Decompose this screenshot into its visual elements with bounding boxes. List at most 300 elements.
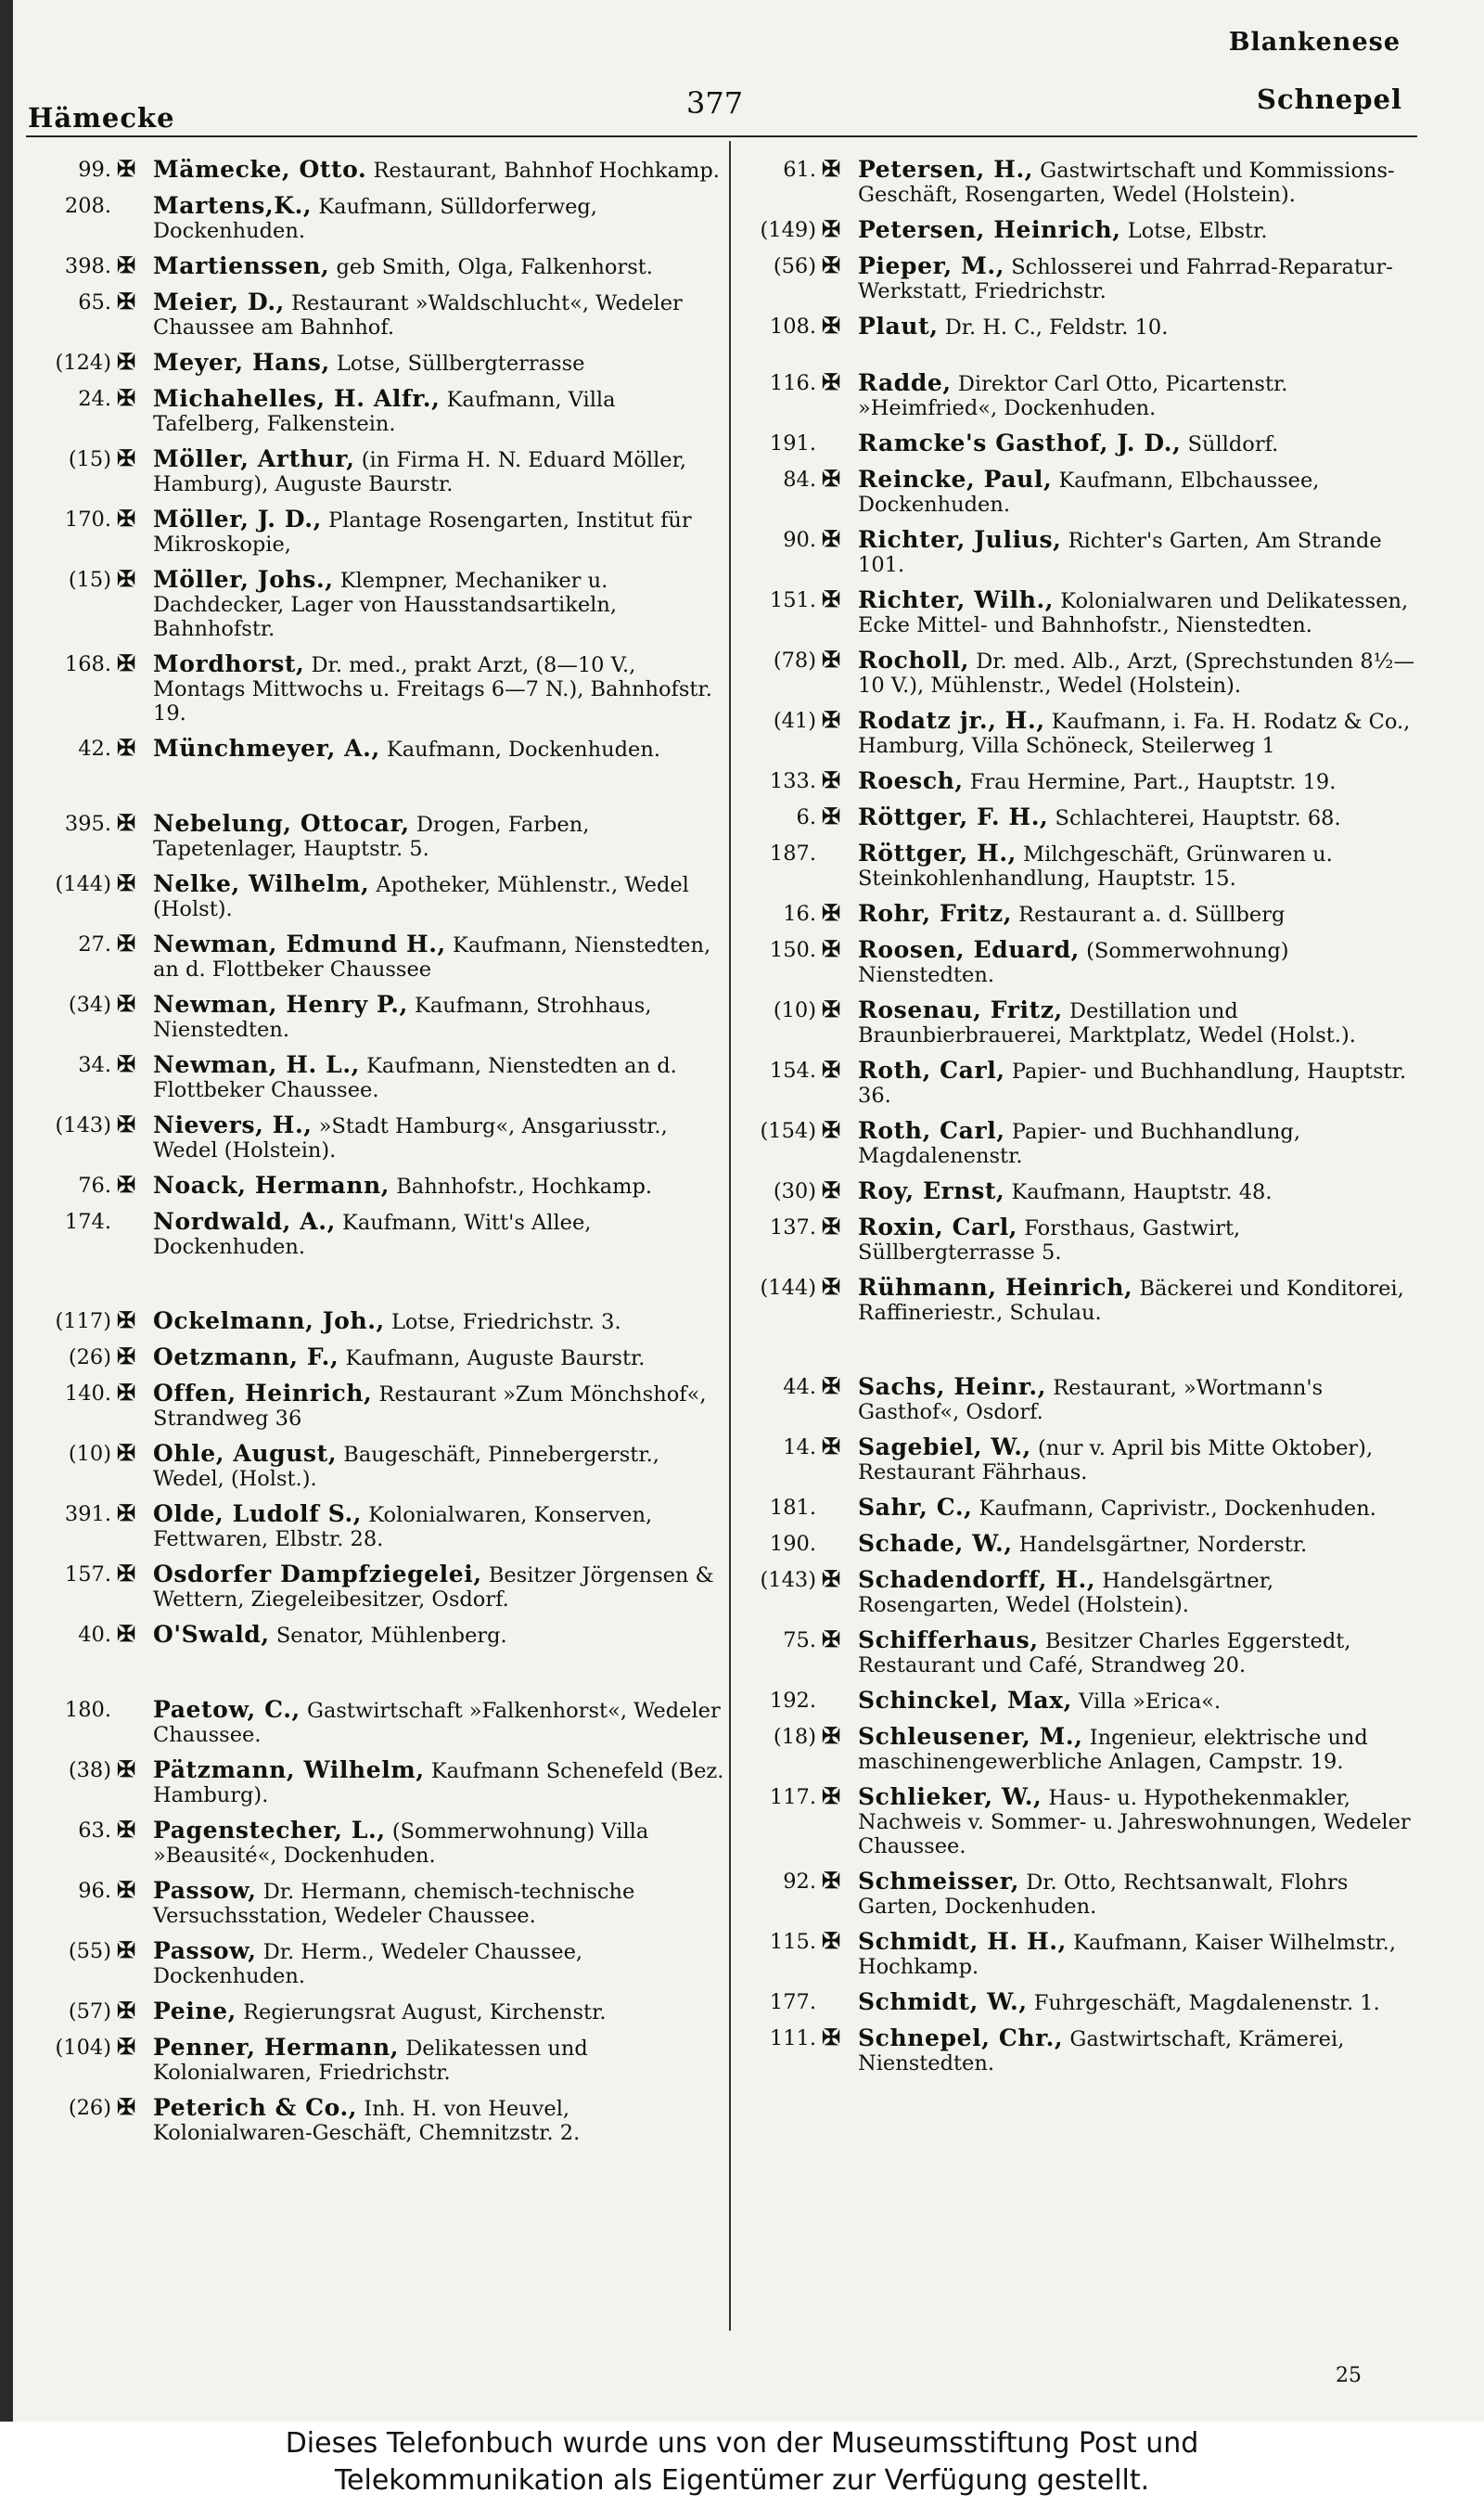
subscriber-number: 111. [769, 2026, 816, 2050]
subscriber-details: Gastwirtschaft und Kommissions-Geschäft, Rosengarten, Wedel (Holstein). [858, 159, 1395, 207]
directory-entry [28, 155, 733, 183]
cross-marker-icon: ✠ [822, 1782, 841, 1809]
cross-marker-icon: ✠ [117, 1499, 136, 1526]
subscriber-name: Schadendorff, H., [858, 1566, 1096, 1593]
subscriber-number: 108. [769, 315, 816, 339]
subscriber-number: 75. [783, 1628, 816, 1652]
subscriber-details: Kaufmann, Nienstedten an d. Flottbeker Chaussee. [153, 1054, 677, 1102]
subscriber-name: Mämecke, Otto. [153, 156, 367, 183]
subscriber-number: 84. [783, 468, 816, 492]
cross-marker-icon: ✠ [822, 899, 841, 926]
directory-entry [733, 766, 1419, 794]
subscriber-details: Restaurant, Bahnhof Hochkamp. [373, 159, 720, 183]
cross-marker-icon: ✠ [822, 465, 841, 492]
directory-entry [28, 505, 733, 557]
subscriber-number: 154. [769, 1059, 816, 1083]
subscriber-number: 65. [78, 290, 111, 315]
cross-marker-icon: ✠ [117, 565, 136, 592]
cross-marker-icon: ✠ [822, 312, 841, 339]
subscriber-number: (144) [760, 1276, 816, 1300]
subscriber-details: Kaufmann, Strohhaus, Nienstedten. [153, 994, 652, 1042]
cross-marker-icon: ✠ [117, 809, 136, 836]
subscriber-details: Kaufmann, Nienstedten, an d. Flottbeker Chaussee [153, 933, 711, 982]
subscriber-number: 168. [64, 652, 111, 676]
subscriber-name: Schinckel, Max, [858, 1687, 1072, 1714]
subscriber-number: (10) [68, 1442, 111, 1466]
directory-entry [28, 2093, 733, 2145]
subscriber-name: Roxin, Carl, [858, 1214, 1018, 1240]
cross-marker-icon: ✠ [822, 646, 841, 673]
subscriber-details: Drogen, Farben, Tapetenlager, Hauptstr. 5. [153, 813, 590, 861]
subscriber-details: Villa »Erica«. [1079, 1690, 1222, 1714]
subscriber-number: 174. [64, 1210, 111, 1234]
subscriber-details: Dr. Herm., Wedeler Chaussee, Dockenhuden. [153, 1940, 583, 1988]
subscriber-name: Michahelles, H. Alfr., [153, 385, 441, 412]
directory-entry [733, 706, 1419, 758]
subscriber-name: Osdorfer Dampfziegelei, [153, 1561, 482, 1587]
subscriber-name: Ramcke's Gasthof, J. D., [858, 430, 1182, 456]
cross-marker-icon: ✠ [822, 1565, 841, 1592]
cross-marker-icon: ✠ [822, 1116, 841, 1143]
directory-entry [28, 1936, 733, 1988]
directory-entry [733, 1215, 1419, 1265]
subscriber-name: Nebelung, Ottocar, [153, 810, 410, 837]
directory-entry [28, 734, 733, 762]
subscriber-details: Dr. Hermann, chemisch-technische Versuchsstation, Wedeler Chaussee. [153, 1880, 635, 1928]
directory-entry [28, 1439, 733, 1491]
subscriber-details: Bäckerei und Konditorei, Raffineriestr., Schulau. [858, 1277, 1404, 1325]
cross-marker-icon: ✠ [822, 1273, 841, 1300]
subscriber-details: Lotse, Süllbergterrasse [336, 352, 585, 376]
subscriber-details: Destillation und Braunbierbrauerei, Marktplatz, Wedel (Holst.). [858, 999, 1356, 1047]
cross-marker-icon: ✠ [117, 1876, 136, 1903]
subscriber-name: Rocholl, [858, 647, 970, 674]
subscriber-name: Schade, W., [858, 1530, 1013, 1557]
subscriber-number: 44. [783, 1375, 816, 1399]
subscriber-name: Peterich & Co., [153, 2094, 358, 2121]
subscriber-details: Kaufmann, Sülldorferweg, Dockenhuden. [153, 195, 597, 243]
subscriber-details: Kolonialwaren, Konserven, Fettwaren, Elbstr. 28. [153, 1503, 653, 1551]
cross-marker-icon: ✠ [117, 1755, 136, 1782]
cross-marker-icon: ✠ [117, 1171, 136, 1198]
cross-marker-icon: ✠ [822, 935, 841, 962]
directory-entry [28, 1210, 733, 1259]
subscriber-number: 115. [769, 1930, 816, 1954]
directory-entry [733, 1273, 1419, 1325]
subscriber-details: Senator, Mühlenberg. [275, 1624, 507, 1648]
subscriber-name: Rosenau, Fritz, [858, 996, 1063, 1023]
subscriber-details: Restaurant »Zum Mönchshof«, Strandweg 36 [153, 1382, 707, 1431]
directory-entry [28, 1379, 733, 1431]
directory-entry [733, 525, 1419, 577]
cross-marker-icon: ✠ [822, 706, 841, 733]
header-first-entry: Hämecke [28, 102, 175, 134]
cross-marker-icon: ✠ [822, 1372, 841, 1399]
cross-marker-icon: ✠ [117, 2093, 136, 2120]
subscriber-details: Gastwirtschaft »Falkenhorst«, Wedeler Chaussee. [153, 1699, 721, 1747]
subscriber-number: (104) [55, 2036, 111, 2060]
cross-marker-icon: ✠ [117, 348, 136, 375]
cross-marker-icon: ✠ [822, 2024, 841, 2050]
directory-entry [28, 1562, 733, 1612]
subscriber-name: Nelke, Wilhelm, [153, 870, 370, 897]
footer-line-2: Telekommunikation als Eigentümer zur Verfügung gestellt. [334, 2464, 1150, 2497]
subscriber-details: Schlachterei, Hauptstr. 68. [1055, 806, 1341, 830]
subscriber-number: (149) [760, 218, 816, 242]
directory-entry [733, 998, 1419, 1047]
directory-entry [28, 1345, 733, 1370]
subscriber-name: Sahr, C., [858, 1494, 973, 1521]
directory-entry [733, 1116, 1419, 1168]
subscriber-name: Röttger, H., [858, 840, 1017, 867]
cross-marker-icon: ✠ [117, 990, 136, 1017]
subscriber-name: Schlieker, W., [858, 1783, 1043, 1810]
subscriber-number: 90. [783, 528, 816, 552]
subscriber-name: Schifferhaus, [858, 1626, 1039, 1653]
subscriber-details: Dr. med., prakt Arzt, (8—10 V., Montags Mittwochs u. Freitags 6—7 N.), Bahnhofstr. 19. [153, 653, 712, 726]
header-city: Blankenese [1228, 28, 1401, 57]
directory-entry [733, 155, 1419, 207]
subscriber-details: Papier- und Buchhandlung, Hauptstr. 36. [858, 1060, 1407, 1108]
header-page-number: 377 [686, 85, 744, 121]
subscriber-name: Meyer, Hans, [153, 349, 330, 376]
subscriber-name: Petersen, H., [858, 156, 1034, 183]
subscriber-name: Petersen, Heinrich, [858, 216, 1121, 243]
directory-entry [733, 312, 1419, 340]
subscriber-details: Frau Hermine, Part., Hauptstr. 19. [969, 770, 1337, 794]
cross-marker-icon: ✠ [822, 215, 841, 242]
cross-marker-icon: ✠ [822, 1176, 841, 1203]
directory-entry [28, 1050, 733, 1102]
subscriber-details: Kaufmann Schenefeld (Bez. Hamburg). [153, 1759, 724, 1807]
subscriber-number: (26) [68, 1345, 111, 1369]
subscriber-name: Sagebiel, W., [858, 1433, 1031, 1460]
subscriber-name: Nordwald, A., [153, 1208, 336, 1235]
cross-marker-icon: ✠ [822, 1213, 841, 1240]
subscriber-name: Meier, D., [153, 289, 285, 315]
directory-entry [28, 565, 733, 641]
subscriber-details: Besitzer Jörgensen & Wettern, Ziegeleibesitzer, Osdorf. [153, 1563, 714, 1612]
subscriber-details: Kaufmann, Hauptstr. 48. [1011, 1180, 1273, 1204]
subscriber-name: Roth, Carl, [858, 1057, 1005, 1084]
subscriber-number: 99. [78, 158, 111, 182]
subscriber-details: Kaufmann, Witt's Allee, Dockenhuden. [153, 1211, 592, 1259]
directory-entry [733, 1372, 1419, 1424]
directory-entry [28, 990, 733, 1042]
subscriber-number: 16. [783, 902, 816, 926]
subscriber-details: Richter's Garten, Am Strande 101. [858, 529, 1382, 577]
subscriber-number: 27. [78, 932, 111, 957]
subscriber-number: 180. [64, 1698, 111, 1722]
subscriber-details: Klempner, Mechaniker u. Dachdecker, Lager von Hausstandsartikeln, Bahnhofstr. [153, 569, 617, 641]
directory-entry [28, 1306, 733, 1334]
page-marker: 25 [1336, 2364, 1362, 2387]
cross-marker-icon: ✠ [117, 1439, 136, 1466]
subscriber-number: 391. [64, 1502, 111, 1526]
cross-marker-icon: ✠ [117, 1997, 136, 2024]
cross-marker-icon: ✠ [117, 1111, 136, 1137]
directory-entry [28, 869, 733, 921]
subscriber-number: (124) [55, 351, 111, 375]
subscriber-details: Forsthaus, Gastwirt, Süllbergterrasse 5. [858, 1216, 1241, 1265]
subscriber-number: 6. [796, 805, 816, 829]
cross-marker-icon: ✠ [822, 1927, 841, 1954]
subscriber-details: Fuhrgeschäft, Magdalenenstr. 1. [1033, 1991, 1380, 2015]
subscriber-details: Papier- und Buchhandlung, Magdalenenstr. [858, 1120, 1300, 1168]
subscriber-details: Kaufmann, Dockenhuden. [386, 738, 660, 762]
subscriber-details: Delikatessen und Kolonialwaren, Friedrichstr. [153, 2037, 588, 2085]
subscriber-number: 157. [64, 1562, 111, 1587]
directory-entry [733, 431, 1419, 456]
directory-entry [28, 1999, 733, 2024]
directory-entry [733, 1435, 1419, 1484]
subscriber-name: Rühmann, Heinrich, [858, 1274, 1133, 1301]
subscriber-name: Richter, Julius, [858, 526, 1062, 553]
subscriber-number: (41) [773, 709, 816, 733]
directory-entry [733, 465, 1419, 517]
subscriber-details: Kaufmann, Caprivistr., Dockenhuden. [979, 1497, 1376, 1521]
directory-entry [733, 1867, 1419, 1919]
subscriber-details: Apotheker, Mühlenstr., Wedel (Holst). [153, 873, 689, 921]
subscriber-number: 151. [769, 588, 816, 612]
subscriber-details: Restaurant »Waldschlucht«, Wedeler Chaussee am Bahnhof. [153, 291, 683, 340]
subscriber-number: (57) [68, 1999, 111, 2024]
cross-marker-icon: ✠ [822, 1867, 841, 1894]
directory-entry [733, 899, 1419, 927]
subscriber-details: Schlosserei und Fahrrad-Reparatur-Werkstatt, Friedrichstr. [858, 255, 1393, 303]
subscriber-number: 96. [78, 1879, 111, 1903]
directory-entry [733, 1565, 1419, 1617]
directory-entry [28, 290, 733, 340]
subscriber-name: Passow, [153, 1877, 257, 1904]
subscriber-number: 140. [64, 1382, 111, 1406]
directory-entry [28, 932, 733, 982]
subscriber-number: (15) [68, 447, 111, 471]
subscriber-number: (26) [68, 2096, 111, 2120]
subscriber-details: (nur v. April bis Mitte Oktober), Restaurant Fährhaus. [858, 1436, 1374, 1484]
cross-marker-icon: ✠ [117, 734, 136, 761]
subscriber-name: Pieper, M., [858, 252, 1005, 279]
directory-entry [28, 1499, 733, 1551]
cross-marker-icon: ✠ [117, 384, 136, 411]
subscriber-details: Kaufmann, Auguste Baurstr. [345, 1346, 646, 1370]
subscriber-details: Kaufmann, Kaiser Wilhelmstr., Hochkamp. [858, 1931, 1396, 1979]
cross-marker-icon: ✠ [117, 155, 136, 182]
subscriber-name: Nievers, H., [153, 1112, 313, 1138]
subscriber-name: Schmidt, H. H., [858, 1928, 1067, 1955]
subscriber-name: Oetzmann, F., [153, 1343, 339, 1370]
subscriber-details: Dr. Otto, Rechtsanwalt, Flohrs Garten, Dockenhuden. [858, 1870, 1349, 1919]
directory-entry [28, 1113, 733, 1163]
cross-marker-icon: ✠ [117, 1343, 136, 1369]
subscriber-number: 63. [78, 1818, 111, 1843]
subscriber-name: Paetow, C., [153, 1696, 301, 1723]
subscriber-details: geb Smith, Olga, Falkenhorst. [336, 255, 653, 279]
subscriber-name: Roth, Carl, [858, 1117, 1005, 1144]
directory-entry [733, 1628, 1419, 1677]
subscriber-number: 150. [769, 938, 816, 962]
subscriber-name: Newman, H. L., [153, 1051, 360, 1078]
subscriber-number: 190. [769, 1532, 816, 1556]
subscriber-number: 133. [769, 769, 816, 793]
subscriber-name: Pagenstecher, L., [153, 1817, 386, 1844]
subscriber-name: Penner, Hermann, [153, 2034, 400, 2061]
directory-entry [733, 1056, 1419, 1108]
subscriber-name: Ockelmann, Joh., [153, 1307, 385, 1334]
cross-marker-icon: ✠ [822, 155, 841, 182]
cross-marker-icon: ✠ [822, 585, 841, 612]
footer-note [0, 2422, 1484, 2506]
cross-marker-icon: ✠ [822, 368, 841, 395]
header-rule [26, 135, 1417, 137]
subscriber-number: 34. [78, 1053, 111, 1077]
cross-marker-icon: ✠ [822, 996, 841, 1022]
subscriber-details: Kaufmann, i. Fa. H. Rodatz & Co., Hamburg, Villa Schöneck, Steilerweg 1 [858, 710, 1411, 758]
directory-entry [733, 842, 1419, 891]
subscriber-number: (117) [55, 1309, 111, 1333]
cross-marker-icon: ✠ [822, 1626, 841, 1652]
cross-marker-icon: ✠ [117, 930, 136, 957]
directory-entry [28, 1620, 733, 1648]
directory-entry [28, 1755, 733, 1807]
directory-entry [28, 1876, 733, 1928]
subscriber-name: Möller, Johs., [153, 566, 334, 593]
header-last-entry: Schnepel [1257, 84, 1402, 115]
subscriber-details: Baugeschäft, Pinnebergerstr., Wedel, (Holst.). [153, 1443, 659, 1491]
directory-entry [733, 368, 1419, 420]
directory-entry [733, 1689, 1419, 1714]
subscriber-number: 191. [769, 431, 816, 456]
cross-marker-icon: ✠ [822, 1722, 841, 1749]
subscriber-details: Kaufmann, Elbchaussee, Dockenhuden. [858, 469, 1320, 517]
subscriber-number: 61. [783, 158, 816, 182]
subscriber-name: Schmidt, W., [858, 1988, 1028, 2015]
cross-marker-icon: ✠ [822, 1056, 841, 1083]
subscriber-name: Ohle, August, [153, 1440, 338, 1467]
subscriber-name: Radde, [858, 369, 952, 396]
subscriber-number: 40. [78, 1623, 111, 1647]
cross-marker-icon: ✠ [822, 251, 841, 278]
directory-entry [28, 444, 733, 496]
subscriber-name: Möller, Arthur, [153, 445, 355, 472]
cross-marker-icon: ✠ [822, 1433, 841, 1459]
subscriber-name: Möller, J. D., [153, 506, 322, 533]
directory-entry [28, 1698, 733, 1747]
footer-line-1: Dieses Telefonbuch wurde uns von der Museumsstiftung Post und [285, 2427, 1199, 2460]
subscriber-name: Newman, Edmund H., [153, 931, 446, 957]
subscriber-details: Haus- u. Hypothekenmakler, Nachweis v. Sommer- u. Jahreswohnungen, Wedeler Chaussee. [858, 1786, 1411, 1858]
subscriber-details: (Sommerwohnung) Villa »Beausité«, Dockenhuden. [153, 1819, 649, 1868]
subscriber-name: Mordhorst, [153, 650, 305, 677]
directory-entry [733, 1990, 1419, 2015]
subscriber-details: Lotse, Friedrichstr. 3. [390, 1310, 621, 1334]
directory-entry [733, 251, 1419, 303]
directory-entry [733, 1722, 1419, 1774]
subscriber-details: Sülldorf. [1187, 432, 1279, 456]
subscriber-name: Rohr, Fritz, [858, 900, 1013, 927]
subscriber-details: Inh. H. von Heuvel, Kolonialwaren-Geschäft, Chemnitzstr. 2. [153, 2097, 581, 2145]
cross-marker-icon: ✠ [117, 288, 136, 315]
subscriber-details: Gastwirtschaft, Krämerei, Nienstedten. [858, 2027, 1345, 2075]
subscriber-number: (38) [68, 1758, 111, 1782]
subscriber-number: (144) [55, 872, 111, 896]
subscriber-details: Handelsgärtner, Norderstr. [1018, 1533, 1308, 1557]
directory-entry [733, 2026, 1419, 2075]
subscriber-number: (15) [68, 568, 111, 592]
directory-entry [28, 2033, 733, 2085]
subscriber-number: (34) [68, 993, 111, 1017]
subscriber-number: (143) [55, 1113, 111, 1137]
directory-entry [28, 809, 733, 861]
subscriber-name: Peine, [153, 1998, 237, 2024]
cross-marker-icon: ✠ [117, 869, 136, 896]
subscriber-name: Olde, Ludolf S., [153, 1500, 363, 1527]
subscriber-number: (154) [760, 1119, 816, 1143]
subscriber-number: (30) [773, 1179, 816, 1203]
subscriber-number: 208. [64, 194, 111, 218]
subscriber-name: Noack, Hermann, [153, 1172, 390, 1199]
subscriber-details: Dr. H. C., Feldstr. 10. [944, 315, 1169, 340]
directory-entry [733, 1927, 1419, 1979]
subscriber-number: 137. [769, 1215, 816, 1240]
subscriber-number: (78) [773, 649, 816, 673]
subscriber-name: Röttger, F. H., [858, 803, 1049, 830]
subscriber-number: 116. [769, 371, 816, 395]
directory-entry [733, 646, 1419, 698]
cross-marker-icon: ✠ [117, 1936, 136, 1963]
subscriber-details: (Sommerwohnung) Nienstedten. [858, 939, 1289, 987]
right-column [733, 147, 1419, 2075]
subscriber-details: Bahnhofstr., Hochkamp. [396, 1175, 653, 1199]
subscriber-number: 398. [64, 254, 111, 278]
cross-marker-icon: ✠ [117, 649, 136, 676]
subscriber-name: Martens,K., [153, 192, 313, 219]
subscriber-number: 117. [769, 1785, 816, 1809]
subscriber-number: 42. [78, 737, 111, 761]
subscriber-name: Plaut, [858, 313, 939, 340]
subscriber-details: Direktor Carl Otto, Picartenstr. »Heimfried«, Dockenhuden. [858, 372, 1288, 420]
subscriber-number: 395. [64, 812, 111, 836]
subscriber-name: Rodatz jr., H., [858, 707, 1045, 734]
subscriber-details: Lotse, Elbstr. [1127, 219, 1268, 243]
subscriber-number: (10) [773, 998, 816, 1022]
subscriber-number: (55) [68, 1939, 111, 1963]
page-binding-edge [0, 0, 13, 2422]
cross-marker-icon: ✠ [117, 1620, 136, 1647]
subscriber-name: Schleusener, M., [858, 1723, 1083, 1750]
subscriber-details: Plantage Rosengarten, Institut für Mikroskopie, [153, 508, 692, 557]
cross-marker-icon: ✠ [117, 1560, 136, 1587]
subscriber-details: »Stadt Hamburg«, Ansgariusstr., Wedel (Holstein). [153, 1114, 668, 1163]
subscriber-details: Regierungsrat August, Kirchenstr. [243, 2000, 607, 2024]
subscriber-number: 192. [769, 1689, 816, 1713]
cross-marker-icon: ✠ [117, 1816, 136, 1843]
cross-marker-icon: ✠ [822, 803, 841, 829]
directory-entry [733, 1176, 1419, 1204]
cross-marker-icon: ✠ [117, 1050, 136, 1077]
subscriber-number: 76. [78, 1174, 111, 1198]
subscriber-number: (143) [760, 1568, 816, 1592]
cross-marker-icon: ✠ [822, 525, 841, 552]
directory-entry [28, 649, 733, 726]
subscriber-details: Besitzer Charles Eggerstedt, Restaurant und Café, Strandweg 20. [858, 1629, 1351, 1677]
subscriber-name: Schnepel, Chr., [858, 2024, 1064, 2051]
directory-entry [733, 215, 1419, 243]
subscriber-name: Newman, Henry P., [153, 991, 408, 1018]
directory-entry [28, 194, 733, 243]
directory-entry [733, 1496, 1419, 1521]
subscriber-name: Roy, Ernst, [858, 1177, 1005, 1204]
